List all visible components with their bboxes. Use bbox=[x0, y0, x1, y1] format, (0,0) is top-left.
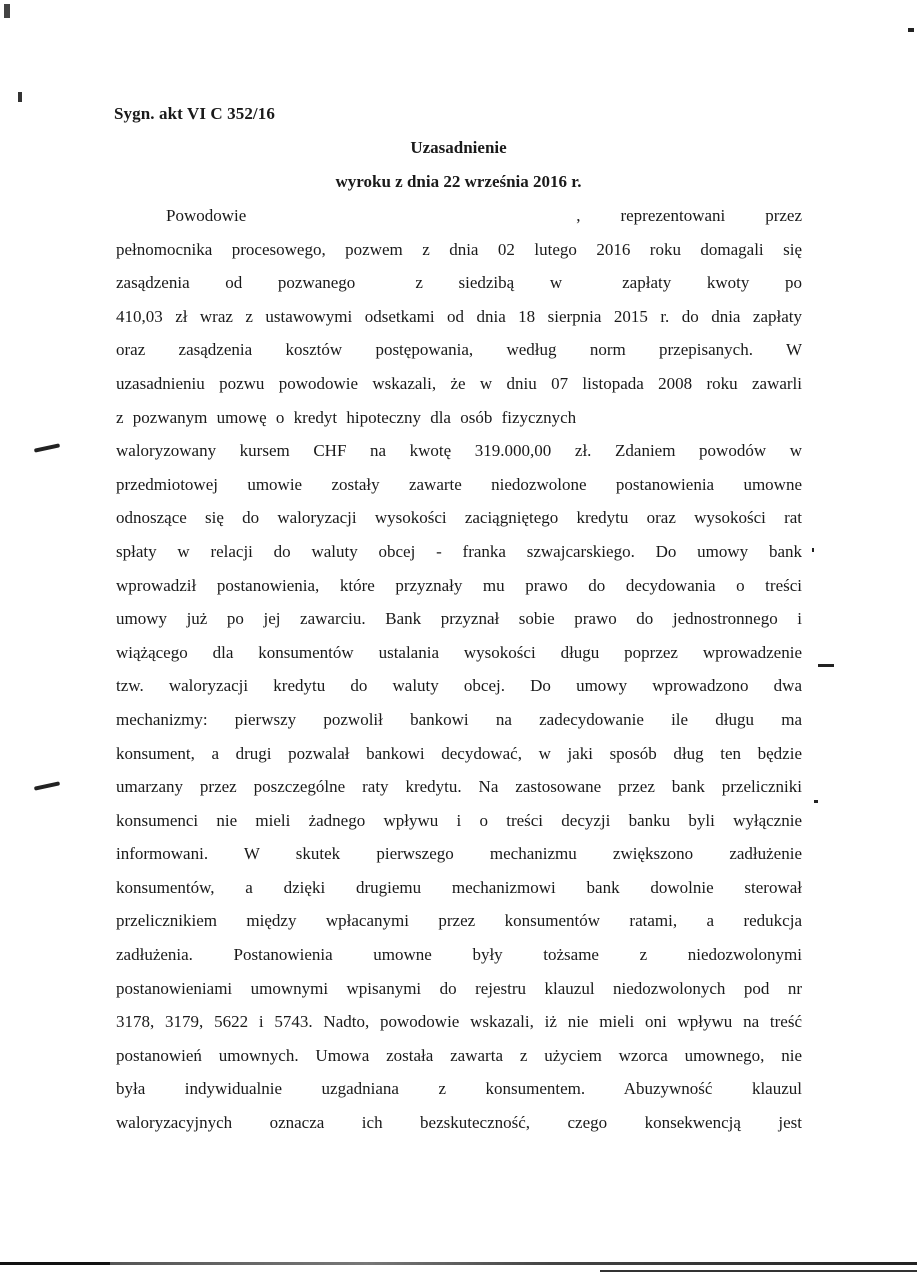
body-line: przedmiotowej umowie zostały zawarte niedozwolone postanowienia umowne bbox=[116, 474, 802, 494]
body-line: odnoszące się do waloryzacji wysokości zaciągniętego kredytu oraz wysokości rat bbox=[116, 508, 802, 528]
body-line: waloryzacyjnych oznacza ich bezskuteczność, czego konsekwencją jest bbox=[116, 1113, 802, 1133]
body-line: konsument, a drugi pozwalał bankowi decydować, w jaki sposób dług ten będzie bbox=[116, 743, 802, 763]
body-line: tzw. waloryzacji kredytu do waluty obcej. Do umowy wprowadzono dwa bbox=[116, 676, 802, 696]
scan-mark-top-right bbox=[908, 28, 914, 32]
document-title bbox=[0, 138, 917, 158]
body-line: wprowadził postanowienia, które przyznały mu prawo do decydowania o treści bbox=[116, 575, 802, 595]
body-line: umarzany przez poszczególne raty kredytu. Na zastosowane przez bank przeliczniki bbox=[116, 777, 802, 797]
body-line: zasądzenia od pozwanego z siedzibą w zapłaty kwoty po bbox=[116, 273, 802, 293]
bottom-scan-rule-2 bbox=[600, 1270, 917, 1272]
body-line: była indywidualnie uzgadniana z konsumentem. Abuzywność klauzul bbox=[116, 1079, 802, 1099]
body-line: waloryzowany kursem CHF na kwotę 319.000,00 zł. Zdaniem powodów w bbox=[116, 441, 802, 461]
body-line: konsumenci nie mieli żadnego wpływu i o treści decyzji banku byli wyłącznie bbox=[116, 810, 802, 830]
body-line: mechanizmy: pierwszy pozwolił bankowi na zadecydowanie ile długu ma bbox=[116, 709, 802, 729]
case-signature: Sygn. akt VI C 352/16 bbox=[114, 104, 275, 123]
body-line: uzasadnieniu pozwu powodowie wskazali, że w dniu 07 listopada 2008 roku zawarli bbox=[116, 373, 802, 393]
scan-mark-left-1 bbox=[34, 443, 60, 452]
body-line: informowani. W skutek pierwszego mechanizmu zwiększono zadłużenie bbox=[116, 844, 802, 864]
body-line: pełnomocnika procesowego, pozwem z dnia 02 lutego 2016 roku domagali się bbox=[116, 239, 802, 259]
body-line: oraz zasądzenia kosztów postępowania, według norm przepisanych. W bbox=[116, 340, 802, 360]
scan-mark-right-2 bbox=[814, 800, 818, 803]
body-line: postanowieniami umownymi wpisanymi do rejestru klauzul niedozwolonych pod nr bbox=[116, 978, 802, 998]
scan-mark-right-1 bbox=[818, 664, 834, 667]
document-subtitle-text: wyroku z dnia 22 września 2016 r. bbox=[335, 172, 582, 191]
body-line: 410,03 zł wraz z ustawowymi odsetkami od dnia 18 sierpnia 2015 r. do dnia zapłaty bbox=[116, 306, 802, 326]
body-line: spłaty w relacji do waluty obcej - franka szwajcarskiego. Do umowy bank bbox=[116, 541, 802, 561]
body-line: z pozwanym umowę o kredyt hipoteczny dla osób fizycznych bbox=[116, 407, 577, 427]
body-line: Powodowie , reprezentowani przez bbox=[166, 206, 802, 225]
bottom-scan-rule bbox=[0, 1262, 917, 1265]
document-subtitle bbox=[0, 172, 917, 192]
document-title-text: Uzasadnienie bbox=[410, 138, 507, 157]
body-line: zadłużenia. Postanowienia umowne były tożsame z niedozwolonymi bbox=[116, 945, 802, 965]
body-line: konsumentów, a dzięki drugiemu mechanizmowi bank dowolnie sterował bbox=[116, 877, 802, 897]
scan-mark-right-3 bbox=[812, 548, 814, 552]
body-line: 3178, 3179, 5622 i 5743. Nadto, powodowie wskazali, iż nie mieli oni wpływu na treść bbox=[116, 1012, 802, 1032]
body-line: umowy już po jej zawarciu. Bank przyznał sobie prawo do jednostronnego i bbox=[116, 609, 802, 629]
scan-mark-top-left bbox=[4, 4, 10, 18]
scan-mark-top-left-2 bbox=[18, 92, 22, 102]
body-line: przelicznikiem między wpłacanymi przez konsumentów ratami, a redukcja bbox=[116, 911, 802, 931]
body-line: wiążącego dla konsumentów ustalania wysokości długu poprzez wprowadzenie bbox=[116, 642, 802, 662]
document-body bbox=[116, 199, 802, 1140]
scan-mark-left-2 bbox=[34, 781, 60, 790]
body-line: postanowień umownych. Umowa została zawarta z użyciem wzorca umownego, nie bbox=[116, 1045, 802, 1065]
